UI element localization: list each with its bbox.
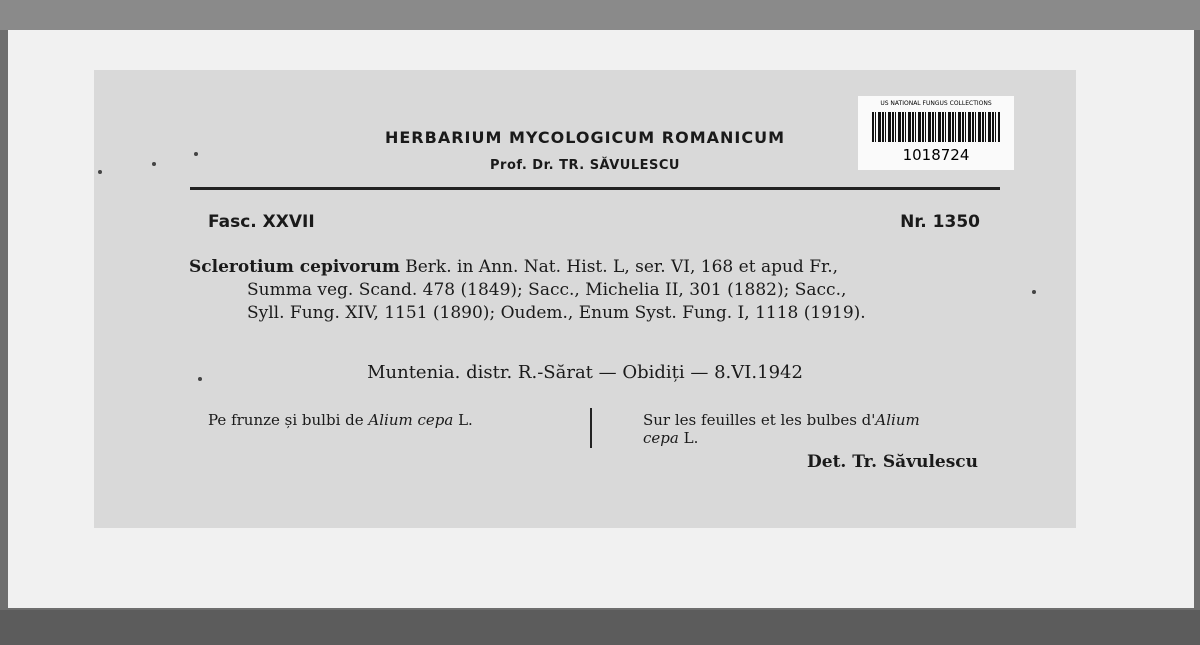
taxon-citation [189,256,1009,325]
collection-locality: Muntenia. distr. R.-Sărat — Obidiți — 8.VI.1942 [367,362,803,383]
background-top [0,0,1200,30]
header-subtitle: Prof. Dr. TR. SĂVULESCU [490,158,680,173]
barcode-number: 1018724 [902,146,970,164]
barcode-label [858,96,1014,170]
citation-text: Berk. in Ann. Nat. Hist. L, ser. VI, 168 et apud Fr., [405,257,839,277]
host-fr-taxon-species: cepa [643,429,679,447]
fascicle-number: Fasc. XXVII [208,212,315,232]
speck [1032,290,1036,294]
herbarium-sheet [8,30,1194,608]
citation-line-1 [189,256,1009,279]
header-title: HERBARIUM MYCOLOGICUM ROMANICUM [384,128,786,147]
host-fr-prefix: Sur les feuilles et les bulbes d' [643,411,876,429]
host-ro-prefix: Pe frunze și bulbi de [208,411,364,429]
host-romanian [208,411,473,429]
host-ro-suffix: L. [458,411,473,429]
citation-line-3: Syll. Fung. XIV, 1151 (1890); Oudem., Enum Syst. Fung. I, 1118 (1919). [247,303,866,323]
column-divider [590,408,592,448]
barcode-institution: US NATIONAL FUNGUS COLLECTIONS [880,100,992,107]
determiner: Det. Tr. Săvulescu [807,452,978,472]
species-name: Sclerotium cepivorum [189,257,400,277]
host-fr-taxon-genus: Alium [875,411,920,429]
header-rule [190,187,1000,190]
speck [194,152,198,156]
background-bottom [0,610,1200,645]
host-fr-suffix: L. [683,429,699,447]
host-french [643,411,1013,447]
barcode-icon [872,112,1000,142]
citation-line-2: Summa veg. Scand. 478 (1849); Sacc., Michelia II, 301 (1882); Sacc., [247,280,847,300]
specimen-number: Nr. 1350 [900,212,980,232]
host-ro-taxon: Alium cepa [368,411,454,429]
